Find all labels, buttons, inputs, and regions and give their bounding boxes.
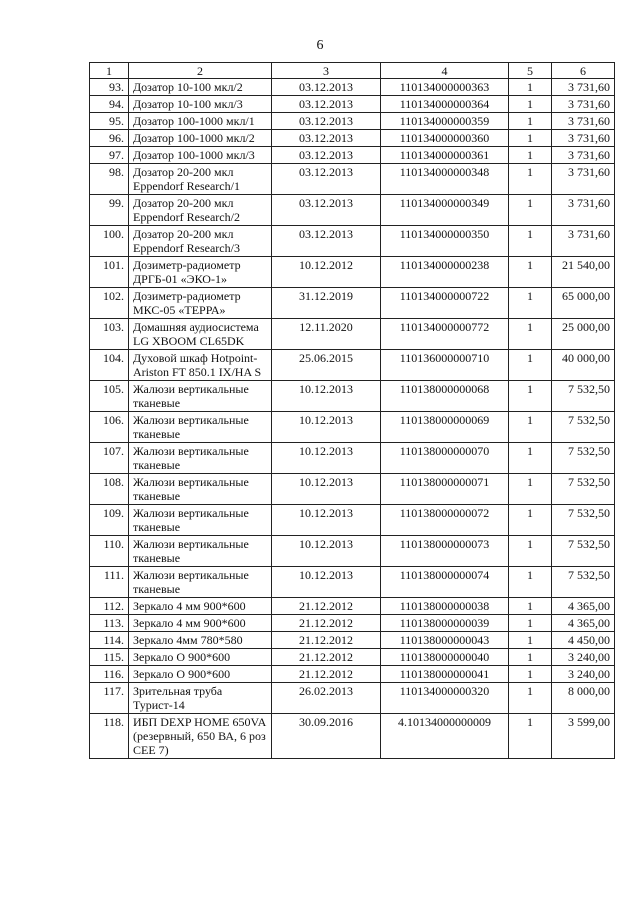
inventory-code-cell: 110138000000068 — [381, 381, 509, 412]
column-header: 2 — [129, 63, 272, 79]
table-row — [90, 536, 615, 567]
table-row — [90, 381, 615, 412]
quantity-cell: 1 — [509, 683, 552, 714]
price-cell: 4 365,00 — [552, 598, 615, 615]
quantity-cell: 1 — [509, 649, 552, 666]
table-row — [90, 598, 615, 615]
price-cell: 7 532,50 — [552, 505, 615, 536]
inventory-code-cell: 110134000000359 — [381, 113, 509, 130]
table-row — [90, 147, 615, 164]
price-cell: 7 532,50 — [552, 536, 615, 567]
item-name-cell: Жалюзи вертикальные тканевые — [129, 412, 272, 443]
quantity-cell: 1 — [509, 598, 552, 615]
table-row — [90, 288, 615, 319]
quantity-cell: 1 — [509, 567, 552, 598]
price-cell: 7 532,50 — [552, 474, 615, 505]
table-row — [90, 96, 615, 113]
acquisition-date-cell: 03.12.2013 — [272, 226, 381, 257]
item-name-cell: Зеркало 4 мм 900*600 — [129, 598, 272, 615]
row-number-cell: 116. — [90, 666, 129, 683]
quantity-cell: 1 — [509, 130, 552, 147]
price-cell: 3 240,00 — [552, 666, 615, 683]
table-row — [90, 632, 615, 649]
item-name-cell: Духовой шкаф Hotpoint-Ariston FT 850.1 IX/HA S — [129, 350, 272, 381]
quantity-cell: 1 — [509, 79, 552, 96]
row-number-cell: 111. — [90, 567, 129, 598]
table-row — [90, 505, 615, 536]
inventory-code-cell: 110138000000072 — [381, 505, 509, 536]
inventory-code-cell: 110138000000069 — [381, 412, 509, 443]
acquisition-date-cell: 03.12.2013 — [272, 130, 381, 147]
table-row — [90, 226, 615, 257]
quantity-cell: 1 — [509, 443, 552, 474]
page-number: 6 — [316, 38, 324, 53]
inventory-code-cell: 110134000000348 — [381, 164, 509, 195]
price-cell: 3 731,60 — [552, 130, 615, 147]
table-row — [90, 130, 615, 147]
quantity-cell: 1 — [509, 632, 552, 649]
quantity-cell: 1 — [509, 96, 552, 113]
price-cell: 7 532,50 — [552, 412, 615, 443]
row-number-cell: 107. — [90, 443, 129, 474]
row-number-cell: 102. — [90, 288, 129, 319]
quantity-cell: 1 — [509, 195, 552, 226]
row-number-cell: 113. — [90, 615, 129, 632]
row-number-cell: 99. — [90, 195, 129, 226]
acquisition-date-cell: 03.12.2013 — [272, 164, 381, 195]
price-cell: 3 731,60 — [552, 79, 615, 96]
table-row — [90, 113, 615, 130]
item-name-cell: Дозатор 100-1000 мкл/3 — [129, 147, 272, 164]
acquisition-date-cell: 10.12.2013 — [272, 443, 381, 474]
price-cell: 4 450,00 — [552, 632, 615, 649]
table-row — [90, 164, 615, 195]
price-cell: 3 240,00 — [552, 649, 615, 666]
column-header: 3 — [272, 63, 381, 79]
row-number-cell: 95. — [90, 113, 129, 130]
acquisition-date-cell: 10.12.2013 — [272, 536, 381, 567]
price-cell: 7 532,50 — [552, 443, 615, 474]
acquisition-date-cell: 10.12.2012 — [272, 257, 381, 288]
inventory-code-cell: 110134000000320 — [381, 683, 509, 714]
table-row — [90, 666, 615, 683]
quantity-cell: 1 — [509, 714, 552, 759]
inventory-code-cell: 110134000000772 — [381, 319, 509, 350]
acquisition-date-cell: 26.02.2013 — [272, 683, 381, 714]
acquisition-date-cell: 21.12.2012 — [272, 632, 381, 649]
quantity-cell: 1 — [509, 615, 552, 632]
inventory-code-cell: 110138000000041 — [381, 666, 509, 683]
inventory-code-cell: 110138000000073 — [381, 536, 509, 567]
price-cell: 4 365,00 — [552, 615, 615, 632]
row-number-cell: 118. — [90, 714, 129, 759]
item-name-cell: Дозатор 20-200 мкл Eppendorf Research/1 — [129, 164, 272, 195]
table-row — [90, 474, 615, 505]
acquisition-date-cell: 31.12.2019 — [272, 288, 381, 319]
item-name-cell: Жалюзи вертикальные тканевые — [129, 474, 272, 505]
table-row — [90, 683, 615, 714]
table-row — [90, 567, 615, 598]
acquisition-date-cell: 10.12.2013 — [272, 567, 381, 598]
acquisition-date-cell: 30.09.2016 — [272, 714, 381, 759]
table-row — [90, 319, 615, 350]
acquisition-date-cell: 10.12.2013 — [272, 412, 381, 443]
inventory-code-cell: 110134000000722 — [381, 288, 509, 319]
row-number-cell: 109. — [90, 505, 129, 536]
acquisition-date-cell: 10.12.2013 — [272, 505, 381, 536]
inventory-code-cell: 110134000000350 — [381, 226, 509, 257]
quantity-cell: 1 — [509, 381, 552, 412]
quantity-cell: 1 — [509, 505, 552, 536]
row-number-cell: 115. — [90, 649, 129, 666]
table-row — [90, 443, 615, 474]
price-cell: 3 731,60 — [552, 195, 615, 226]
price-cell: 3 731,60 — [552, 147, 615, 164]
row-number-cell: 108. — [90, 474, 129, 505]
acquisition-date-cell: 25.06.2015 — [272, 350, 381, 381]
price-cell: 8 000,00 — [552, 683, 615, 714]
row-number-cell: 117. — [90, 683, 129, 714]
table-row — [90, 412, 615, 443]
inventory-code-cell: 110134000000361 — [381, 147, 509, 164]
price-cell: 40 000,00 — [552, 350, 615, 381]
inventory-code-cell: 110138000000040 — [381, 649, 509, 666]
acquisition-date-cell: 21.12.2012 — [272, 666, 381, 683]
inventory-code-cell: 4.10134000000009 — [381, 714, 509, 759]
row-number-cell: 105. — [90, 381, 129, 412]
inventory-code-cell: 110134000000364 — [381, 96, 509, 113]
price-cell: 7 532,50 — [552, 567, 615, 598]
item-name-cell: Зеркало О 900*600 — [129, 649, 272, 666]
row-number-cell: 97. — [90, 147, 129, 164]
row-number-cell: 96. — [90, 130, 129, 147]
table-row — [90, 79, 615, 96]
column-header: 6 — [552, 63, 615, 79]
table-row — [90, 649, 615, 666]
item-name-cell: Дозиметр-радиометр ДРГБ-01 «ЭКО-1» — [129, 257, 272, 288]
quantity-cell: 1 — [509, 257, 552, 288]
item-name-cell: Дозатор 10-100 мкл/3 — [129, 96, 272, 113]
item-name-cell: Дозатор 100-1000 мкл/2 — [129, 130, 272, 147]
item-name-cell: Зрительная труба Турист-14 — [129, 683, 272, 714]
item-name-cell: Зеркало 4мм 780*580 — [129, 632, 272, 649]
column-header: 5 — [509, 63, 552, 79]
price-cell: 65 000,00 — [552, 288, 615, 319]
acquisition-date-cell: 21.12.2012 — [272, 615, 381, 632]
table-row — [90, 195, 615, 226]
item-name-cell: Дозатор 20-200 мкл Eppendorf Research/2 — [129, 195, 272, 226]
item-name-cell: Зеркало 4 мм 900*600 — [129, 615, 272, 632]
item-name-cell: Дозатор 10-100 мкл/2 — [129, 79, 272, 96]
item-name-cell: Домашняя аудиосистема LG XBOOM CL65DK — [129, 319, 272, 350]
quantity-cell: 1 — [509, 536, 552, 567]
inventory-code-cell: 110134000000238 — [381, 257, 509, 288]
table-row — [90, 257, 615, 288]
inventory-table — [89, 62, 615, 759]
price-cell: 21 540,00 — [552, 257, 615, 288]
inventory-code-cell: 110138000000070 — [381, 443, 509, 474]
acquisition-date-cell: 03.12.2013 — [272, 147, 381, 164]
item-name-cell: Жалюзи вертикальные тканевые — [129, 567, 272, 598]
quantity-cell: 1 — [509, 474, 552, 505]
price-cell: 3 731,60 — [552, 226, 615, 257]
row-number-cell: 103. — [90, 319, 129, 350]
table-row — [90, 714, 615, 759]
row-number-cell: 106. — [90, 412, 129, 443]
quantity-cell: 1 — [509, 147, 552, 164]
quantity-cell: 1 — [509, 412, 552, 443]
item-name-cell: Жалюзи вертикальные тканевые — [129, 536, 272, 567]
quantity-cell: 1 — [509, 350, 552, 381]
acquisition-date-cell: 12.11.2020 — [272, 319, 381, 350]
table-row — [90, 350, 615, 381]
acquisition-date-cell: 21.12.2012 — [272, 598, 381, 615]
header-row — [90, 63, 615, 79]
item-name-cell: Жалюзи вертикальные тканевые — [129, 443, 272, 474]
inventory-code-cell: 110136000000710 — [381, 350, 509, 381]
row-number-cell: 93. — [90, 79, 129, 96]
inventory-code-cell: 110134000000363 — [381, 79, 509, 96]
item-name-cell: ИБП DEXP HOME 650VA (резервный, 650 ВА, 6 роз CEE 7) — [129, 714, 272, 759]
acquisition-date-cell: 03.12.2013 — [272, 195, 381, 226]
inventory-code-cell: 110134000000349 — [381, 195, 509, 226]
item-name-cell: Дозатор 100-1000 мкл/1 — [129, 113, 272, 130]
price-cell: 3 731,60 — [552, 113, 615, 130]
row-number-cell: 104. — [90, 350, 129, 381]
price-cell: 7 532,50 — [552, 381, 615, 412]
quantity-cell: 1 — [509, 319, 552, 350]
inventory-code-cell: 110138000000043 — [381, 632, 509, 649]
row-number-cell: 110. — [90, 536, 129, 567]
acquisition-date-cell: 10.12.2013 — [272, 381, 381, 412]
quantity-cell: 1 — [509, 288, 552, 319]
inventory-code-cell: 110138000000074 — [381, 567, 509, 598]
acquisition-date-cell: 03.12.2013 — [272, 79, 381, 96]
row-number-cell: 98. — [90, 164, 129, 195]
row-number-cell: 100. — [90, 226, 129, 257]
item-name-cell: Жалюзи вертикальные тканевые — [129, 505, 272, 536]
inventory-code-cell: 110138000000038 — [381, 598, 509, 615]
inventory-code-cell: 110138000000071 — [381, 474, 509, 505]
inventory-code-cell: 110138000000039 — [381, 615, 509, 632]
row-number-cell: 112. — [90, 598, 129, 615]
item-name-cell: Жалюзи вертикальные тканевые — [129, 381, 272, 412]
acquisition-date-cell: 21.12.2012 — [272, 649, 381, 666]
acquisition-date-cell: 10.12.2013 — [272, 474, 381, 505]
price-cell: 3 731,60 — [552, 96, 615, 113]
price-cell: 25 000,00 — [552, 319, 615, 350]
inventory-code-cell: 110134000000360 — [381, 130, 509, 147]
item-name-cell: Дозатор 20-200 мкл Eppendorf Research/3 — [129, 226, 272, 257]
table-row — [90, 615, 615, 632]
item-name-cell: Зеркало О 900*600 — [129, 666, 272, 683]
column-header: 4 — [381, 63, 509, 79]
quantity-cell: 1 — [509, 113, 552, 130]
column-header: 1 — [90, 63, 129, 79]
price-cell: 3 599,00 — [552, 714, 615, 759]
quantity-cell: 1 — [509, 666, 552, 683]
row-number-cell: 94. — [90, 96, 129, 113]
quantity-cell: 1 — [509, 226, 552, 257]
acquisition-date-cell: 03.12.2013 — [272, 96, 381, 113]
row-number-cell: 114. — [90, 632, 129, 649]
quantity-cell: 1 — [509, 164, 552, 195]
price-cell: 3 731,60 — [552, 164, 615, 195]
acquisition-date-cell: 03.12.2013 — [272, 113, 381, 130]
item-name-cell: Дозиметр-радиометр МКС-05 «ТЕРРА» — [129, 288, 272, 319]
row-number-cell: 101. — [90, 257, 129, 288]
